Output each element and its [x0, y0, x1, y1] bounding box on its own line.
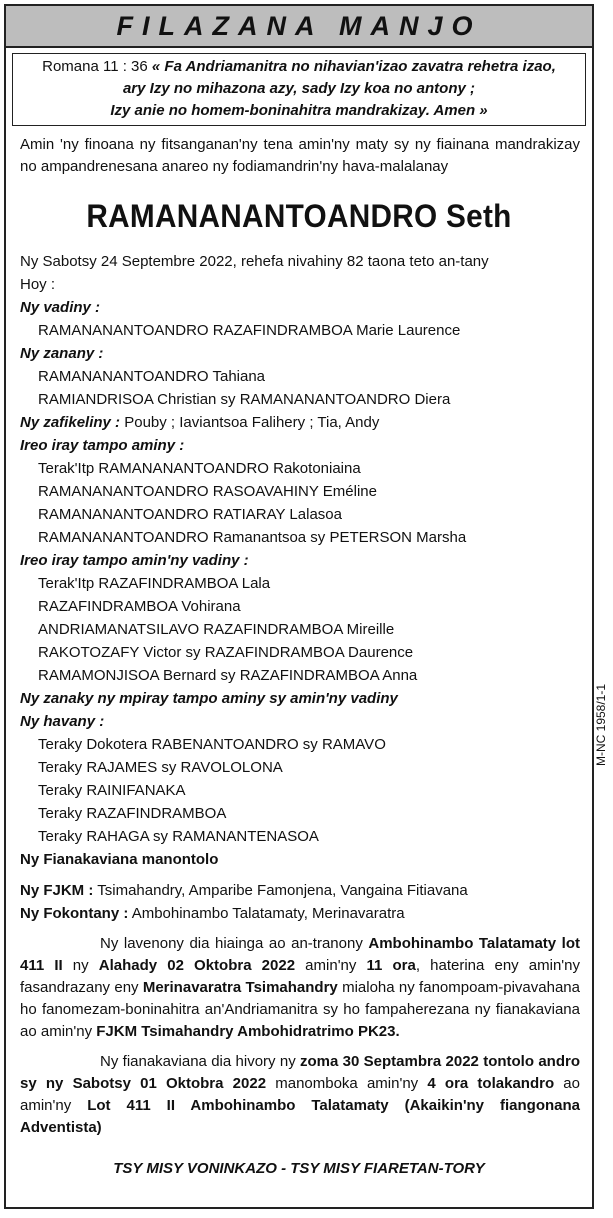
para1-text: , haterina eny amin'ny fasandrazany eny	[20, 957, 581, 996]
hoy-label: Hoy :	[20, 276, 56, 293]
intro-text: Amin 'ny finoana ny fitsanganan'ny tena amin'ny maty sy ny fiainana mandrakizay no ampandrenesana anareo ny fodiamandrin'ny hava-malalanay	[20, 136, 580, 175]
para1-time: 11 ora	[366, 957, 416, 974]
list-item: Teraky RAJAMES sy RAVOLOLONA	[38, 759, 283, 776]
heading-tampo-aminy: Ireo iray tampo aminy :	[20, 437, 185, 454]
list-item: Terak'Itp RAMANANANTOANDRO Rakotoniaina	[38, 460, 361, 477]
gathering-paragraph	[20, 1051, 580, 1139]
footer-note: TSY MISY VONINKAZO - TSY MISY FIARETAN-TORY	[113, 1160, 485, 1177]
list-item: RAMANANANTOANDRO RATIARAY Lalasoa	[38, 506, 342, 523]
fokontany-line	[20, 902, 554, 925]
verse-text-1: « Fa Andriamanitra no nihavian'izao zavatra rehetra izao,	[151, 58, 556, 75]
bible-verse-box	[12, 53, 586, 126]
zafikeliny-line	[20, 411, 554, 434]
fokontany-label: Ny Fokontany :	[20, 905, 129, 922]
verse-text-2: ary Izy no mihazona azy, sady Izy koa no antony ;	[122, 80, 476, 97]
para2-time: 4 ora tolakandro	[427, 1075, 555, 1092]
fjkm-line	[20, 879, 554, 902]
para1-date: Alahady 02 Oktobra 2022	[98, 957, 296, 974]
list-item: RAMANANANTOANDRO Ramanantsoa sy PETERSON Marsha	[38, 529, 467, 546]
zafikeliny-text: Pouby ; Iaviantsoa Falihery ; Tia, Andy	[124, 414, 380, 431]
heading-zanaky-mpiray: Ny zanaky ny mpiray tampo aminy sy amin'ny vadiny	[20, 690, 398, 707]
verse-reference: Romana 11 : 36	[42, 58, 148, 75]
para2-place: Lot 411 II Ambohinambo Talatamaty (Akaikin'ny fiangonana Adventista)	[20, 1097, 581, 1136]
list-item: Teraky RAZAFINDRAMBOA	[38, 805, 227, 822]
header-title: FILAZANA MANJO	[116, 10, 482, 41]
list-item: RAMANANANTOANDRO RAZAFINDRAMBOA Marie Laurence	[38, 322, 461, 339]
heading-zafikeliny: Ny zafikeliny :	[20, 414, 121, 431]
fjkm-text: Tsimahandry, Amparibe Famonjena, Vangaina Fitiavana	[97, 882, 468, 899]
heading-tampo-vadiny: Ireo iray tampo amin'ny vadiny :	[20, 552, 249, 569]
fokontany-text: Ambohinambo Talatamaty, Merinavaratra	[131, 905, 405, 922]
list-item: Teraky Dokotera RABENANTOANDRO sy RAMAVO	[38, 736, 386, 753]
death-line: Ny Sabotsy 24 Septembre 2022, rehefa nivahiny 82 taona teto an-tany	[20, 253, 489, 270]
list-item: Teraky RAINIFANAKA	[38, 782, 186, 799]
side-reference: M-NC 1958/1-1	[594, 683, 608, 766]
fjkm-label: Ny FJKM :	[20, 882, 94, 899]
heading-zanany: Ny zanany :	[20, 345, 104, 362]
list-item: Teraky RAHAGA sy RAMANANTENASOA	[38, 828, 319, 845]
heading-fianakaviana: Ny Fianakaviana manontolo	[20, 851, 219, 868]
para1-address: Ambohinambo Talatamaty lot 411 II	[20, 935, 580, 974]
para2-text: manomboka amin'ny	[266, 1075, 428, 1092]
para1-text: amin'ny	[295, 957, 367, 974]
deceased-name: RAMANANANTOANDRO Seth	[86, 198, 512, 234]
header-banner	[6, 6, 592, 48]
list-item: ANDRIAMANATSILAVO RAZAFINDRAMBOA Mireille	[38, 621, 395, 638]
para1-text: Ny lavenony dia hiainga ao an-tranony	[100, 935, 369, 952]
list-item: RAKOTOZAFY Victor sy RAZAFINDRAMBOA Daurence	[38, 644, 414, 661]
heading-havany: Ny havany :	[20, 713, 105, 730]
list-item: RAZAFINDRAMBOA Vohirana	[38, 598, 241, 615]
obituary-notice	[4, 4, 608, 1209]
para2-dates: zoma 30 Septambra 2022 tontolo andro sy ny Sabotsy 01 Oktobra 2022	[20, 1053, 580, 1092]
para1-place: Merinavaratra Tsimahandry	[142, 979, 338, 996]
para1-text: mialoha ny fanompoam-pivavahana ho fanomezam-boninahitra an'Andriamanitra sy ho fampaherezana ny fianakaviana ao amin'ny	[20, 979, 580, 1040]
para2-text: ao amin'ny	[20, 1075, 580, 1114]
list-item: RAMIANDRISOA Christian sy RAMANANANTOANDRO Diera	[38, 391, 451, 408]
list-item: Terak'Itp RAZAFINDRAMBOA Lala	[38, 575, 271, 592]
para2-text: Ny fianakaviana dia hivory ny	[100, 1053, 301, 1070]
funeral-paragraph	[20, 933, 580, 1043]
heading-vadiny: Ny vadiny :	[20, 299, 101, 316]
list-item: RAMAMONJISOA Bernard sy RAZAFINDRAMBOA Anna	[38, 667, 418, 684]
list-item: RAMANANANTOANDRO RASOAVAHINY Eméline	[38, 483, 377, 500]
family-list	[20, 250, 554, 925]
para1-text: ny	[62, 957, 99, 974]
para1-church: FJKM Tsimahandry Ambohidratrimo PK23.	[96, 1023, 400, 1040]
list-item: RAMANANANTOANDRO Tahiana	[38, 368, 266, 385]
verse-text-3: Izy anie no homem-boninahitra mandrakizay. Amen »	[110, 102, 488, 119]
